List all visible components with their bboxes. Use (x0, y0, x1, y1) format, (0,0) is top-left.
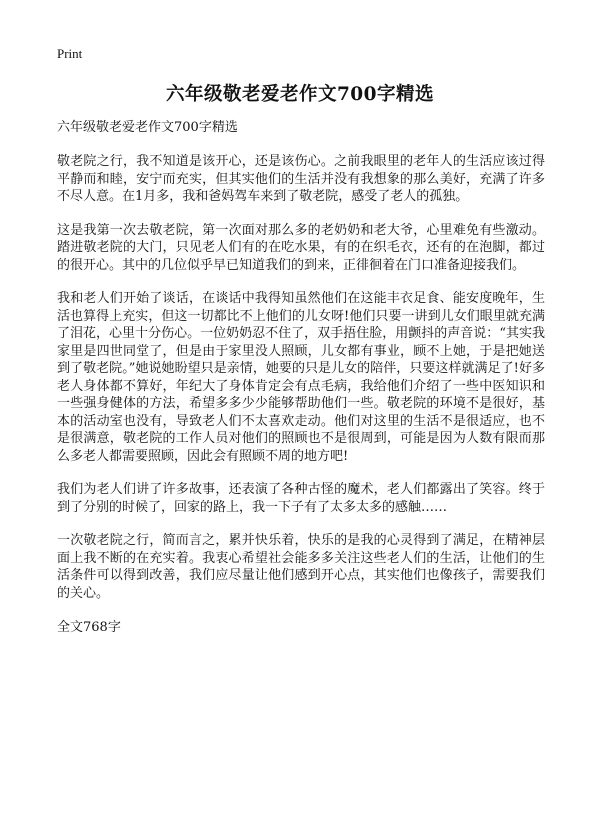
paragraph-2: 这是我第一次去敬老院，第一次面对那么多的老奶奶和老大爷，心里难免有些激动。踏进敬老院的大门，只见老人们有的在吃水果，有的在织毛衣，还有的在泡脚，都过的很开心。其中的几位似乎早已知道我们的到来，正徘徊着在门口准备迎接我们。 (57, 222, 545, 273)
paragraph-5: 一次敬老院之行，简而言之，累并快乐着，快乐的是我的心灵得到了满足，在精神层面上我不断的在充实着。我衷心希望社会能多多关注这些老人们的生活，让他们的生活条件可以得到改善，我们应尽量让他们感到开心点，其实他们也像孩子，需要我们的关心。 (57, 533, 545, 601)
article-subtitle: 六年级敬老爱老作文700字精选 (57, 120, 238, 135)
word-count: 全文768字 (57, 620, 121, 635)
paragraph-4: 我们为老人们讲了许多故事，还表演了各种古怪的魔术，老人们都露出了笑容。终于到了分别的时候了，回家的路上，我一下子有了太多太多的感触…… (57, 482, 545, 515)
paragraph-3: 我和老人们开始了谈话，在谈话中我得知虽然他们在这能丰衣足食、能安度晚年，生活也算得上充实，但这一切都比不上他们的儿女呀!他们只要一讲到儿女们眼里就充满了泪花，心里十分伤心。一位奶奶忍不住了，双手捂住脸，用颤抖的声音说：“其实我家里是四世同堂了，但是由于家里没人照顾，儿女都有事业，顾不上她，于是把她送到了敬老院。”她说她盼望只是亲情，她要的只是儿女的陪伴，只要这样就满足了!好多老人身体都不算好，年纪大了身体肯定会有点毛病，我给他们介绍了一些中医知识和一些强身健体的方法，希望多多少少能够帮助他们一些。敬老院的环境不是很好，基本的活动室也没有，导致老人们不太喜欢走动。他们对这里的生活不是很适应，也不是很满意，敬老院的工作人员对他们的照顾也不是很周到，可能是因为人数有限而那么多老人都需要照顾，因此会有照顾不周的地方吧! (57, 291, 545, 464)
paragraph-1: 敬老院之行，我不知道是该开心，还是该伤心。之前我眼里的老年人的生活应该过得平静而和睦，安宁而充实，但其实他们的生活并没有我想象的那么美好，充满了许多不尽人意。在1月多，我和爸妈驾车来到了敬老院，感受了老人的孤独。 (57, 154, 545, 204)
article-title: 六年级敬老爱老作文700字精选 (165, 84, 435, 105)
print-link[interactable]: Print (57, 46, 83, 61)
article-body (57, 118, 545, 637)
